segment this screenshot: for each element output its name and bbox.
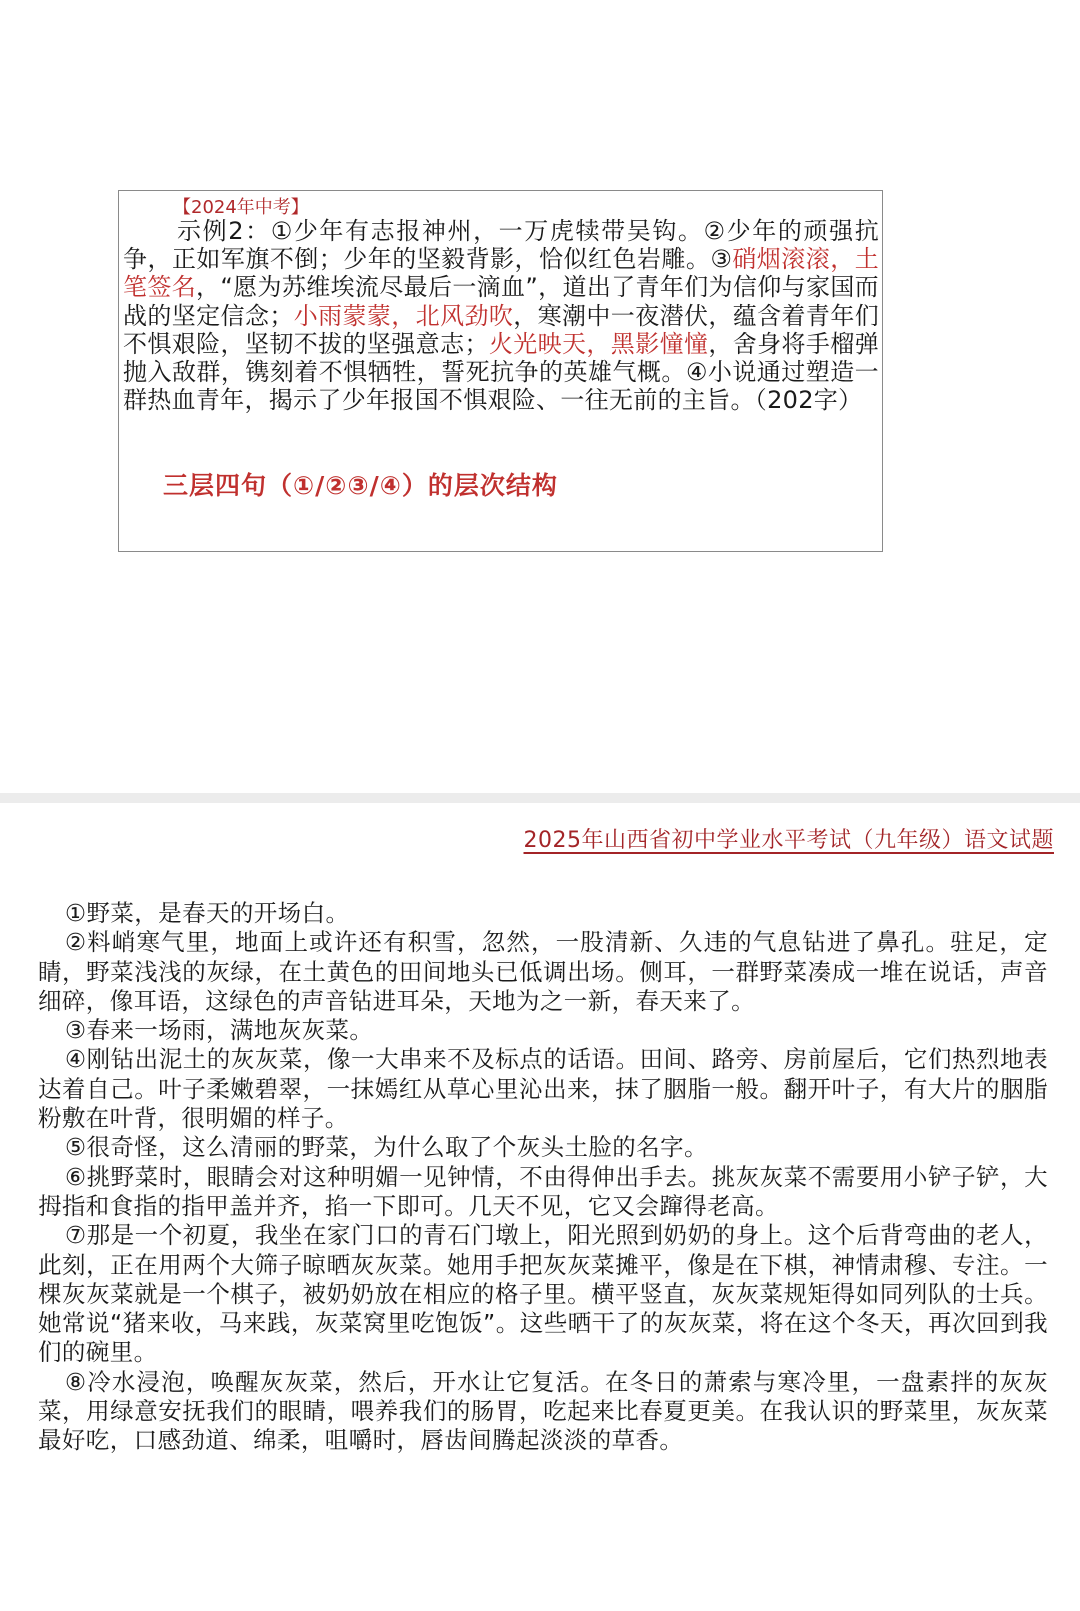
highlight-phrase: 小雨蒙蒙，北风劲吹 xyxy=(293,301,514,330)
highlight-phrase: 硝烟滚滚，土笔签名 xyxy=(123,245,879,302)
passage-paragraph: ⑥挑野菜时，眼睛会对这种明媚一见钟情，不由得伸出手去。挑灰灰菜不需要用小铲子铲，大拇指和食指的指甲盖并齐，掐一下即可。几天不见，它又会蹿得老高。 xyxy=(38,1162,1048,1220)
passage-paragraph: ④刚钻出泥土的灰灰菜，像一大串来不及标点的话语。田间、路旁、房前屋后，它们热烈地表达着自己。叶子柔嫩碧翠，一抹嫣红从草心里沁出来，抹了胭脂一般。翻开叶子，有大片的胭脂粉敷在叶背，很明媚的样子。 xyxy=(38,1045,1048,1133)
passage-paragraph: ③春来一场雨，满地灰灰菜。 xyxy=(65,1016,374,1045)
example-text-segment: ，“愿为苏维埃流尽最后一滴血”，道出了青年们为信仰与家国而战的坚定信念； xyxy=(123,273,879,330)
example-text-segment: 示例2：①少年有志报神州，一万虎犊带吴钩。②少年的顽强抗争，正如军旗不倒；少年的坚毅背影，恰似红色岩雕。③ xyxy=(123,217,879,274)
highlight-phrase: 火光映天，黑影憧憧 xyxy=(488,329,709,358)
example-text-segment: ，寒潮中一夜潜伏，蕴含着青年们不惧艰险，坚韧不拔的坚强意志； xyxy=(123,301,880,358)
passage-paragraph: ⑧冷水浸泡，唤醒灰灰菜，然后，开水让它复活。在冬日的萧索与寒冷里，一盘素拌的灰灰菜，用绿意安抚我们的眼睛，喂养我们的肠胃，吃起来比春夏更美。在我认识的野菜里，灰灰菜最好吃，口感劲道、绵柔，咀嚼时，唇齿间腾起淡淡的草香。 xyxy=(38,1367,1048,1455)
reading-passage xyxy=(38,899,1048,1456)
passage-paragraph: ②料峭寒气里，地面上或许还有积雪，忽然，一股清新、久违的气息钻进了鼻孔。驻足，定睛，野菜浅浅的灰绿，在土黄色的田间地头已低调出场。侧耳，一群野菜凑成一堆在说话，声音细碎，像耳语，这绿色的声音钻进耳朵，天地为之一新，春天来了。 xyxy=(38,928,1048,1015)
example-answer-box xyxy=(118,190,883,552)
example-answer-text xyxy=(123,217,879,414)
exam-year-tag: 【2024年中考】 xyxy=(173,197,309,218)
exam-header: 2025年山西省初中学业水平考试（九年级）语文试题 xyxy=(523,828,1054,853)
bottom-page xyxy=(0,803,1080,1611)
top-page xyxy=(0,0,1080,793)
passage-paragraph: ⑦那是一个初夏，我坐在家门口的青石门墩上，阳光照到奶奶的身上。这个后背弯曲的老人，此刻，正在用两个大筛子晾晒灰灰菜。她用手把灰灰菜摊平，像是在下棋，神情肃穆、专注。一棵灰灰菜就是一个棋子，被奶奶放在相应的格子里。横平竖直，灰灰菜规矩得如同列队的士兵。她常说“猪来收，马来践，灰菜窝里吃饱饭”。这些晒干了的灰灰菜，将在这个冬天，再次回到我们的碗里。 xyxy=(38,1221,1048,1367)
passage-paragraph: ①野菜，是春天的开场白。 xyxy=(65,899,350,927)
example-text-segment: ，舍身将手榴弹抛入敌群，镌刻着不惧牺牲，誓死抗争的英雄气概。④小说通过塑造一群热血青年，揭示了少年报国不惧艰险、一往无前的主旨。（202字） xyxy=(123,329,880,415)
structure-note: 三层四句（①/②③/④）的层次结构 xyxy=(163,471,558,500)
passage-paragraph: ⑤很奇怪，这么清丽的野菜，为什么取了个灰头土脸的名字。 xyxy=(65,1133,708,1162)
